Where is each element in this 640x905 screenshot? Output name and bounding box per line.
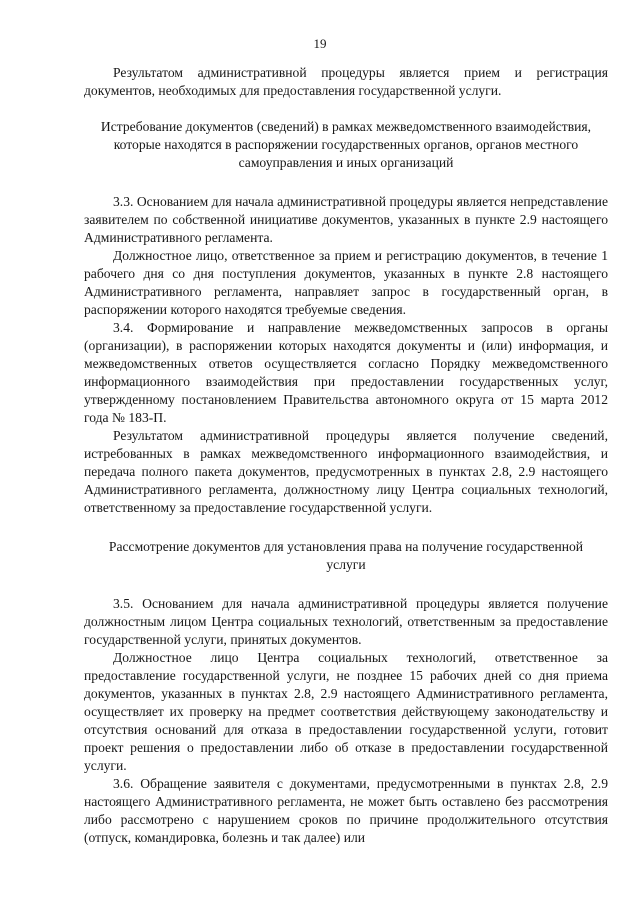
paragraph-3-4: 3.4. Формирование и направление межведомственных запросов в органы (организации), в распоряжении которых находятся документы и (или) информация, и межведомственных ответов осуществляется согласно Порядку межведомственного информационного взаимодействия при предоставлении государственных услуг, утвержденному постановлением Правительства автономного округа от 15 марта 2012 года № 183-П. [84, 320, 608, 425]
paragraph-3-5: 3.5. Основанием для начала административной процедуры является получение должностным лицом Центра социальных технологий, ответственным за предоставление государственной услуги, принятых документов. [84, 596, 608, 647]
page-number: 19 [313, 36, 327, 51]
section-heading-interagency-requests: Истребование документов (сведений) в рамках межведомственного взаимодействия, которые находятся в распоряжении государственных органов, органов местного самоуправления и иных организаций [100, 119, 592, 170]
paragraph-official-review: Должностное лицо Центра социальных технологий, ответственное за предоставление государственной услуги, не позднее 15 рабочих дней со дня приема документов, указанных в пунктах 2.8, 2.9 настоящего Административного регламента, осуществляет их проверку на предмет соответствия действующему законодательству и отсутствия оснований для отказа в предоставлении государственной услуги, готовит проект решения о предоставлении либо об отказе в предоставлении государственной услуги. [84, 650, 608, 773]
document-body [84, 64, 608, 847]
paragraph-result-registration: Результатом административной процедуры является прием и регистрация документов, необходимых для предоставления государственной услуги. [84, 65, 608, 98]
paragraph-3-6: 3.6. Обращение заявителя с документами, предусмотренными в пунктах 2.8, 2.9 настоящего Административного регламента, не может быть оставлено без рассмотрения либо рассмотрено с нарушением сроков по причине продолжительного отсутствия (отпуск, командировка, болезнь и так далее) или [84, 776, 608, 845]
paragraph-official-request: Должностное лицо, ответственное за прием и регистрацию документов, в течение 1 рабочего дня со дня поступления документов, указанных в пункте 2.8 настоящего Административного регламента, направляет запрос в государственный орган, в распоряжении которого находятся требуемые сведения. [84, 248, 608, 317]
paragraph-result-interagency: Результатом административной процедуры является получение сведений, истребованных в рамках межведомственного информационного взаимодействия, и передача полного пакета документов, предусмотренных в пунктах 2.8, 2.9 настоящего Административного регламента, должностному лицу Центра социальных технологий, ответственному за предоставление государственной услуги. [84, 428, 608, 515]
paragraph-3-3: 3.3. Основанием для начала административной процедуры является непредставление заявителем по собственной инициативе документов, указанных в пункте 2.9 настоящего Административного регламента. [84, 194, 608, 245]
section-heading-document-review: Рассмотрение документов для установления права на получение государственной услуги [108, 539, 584, 572]
